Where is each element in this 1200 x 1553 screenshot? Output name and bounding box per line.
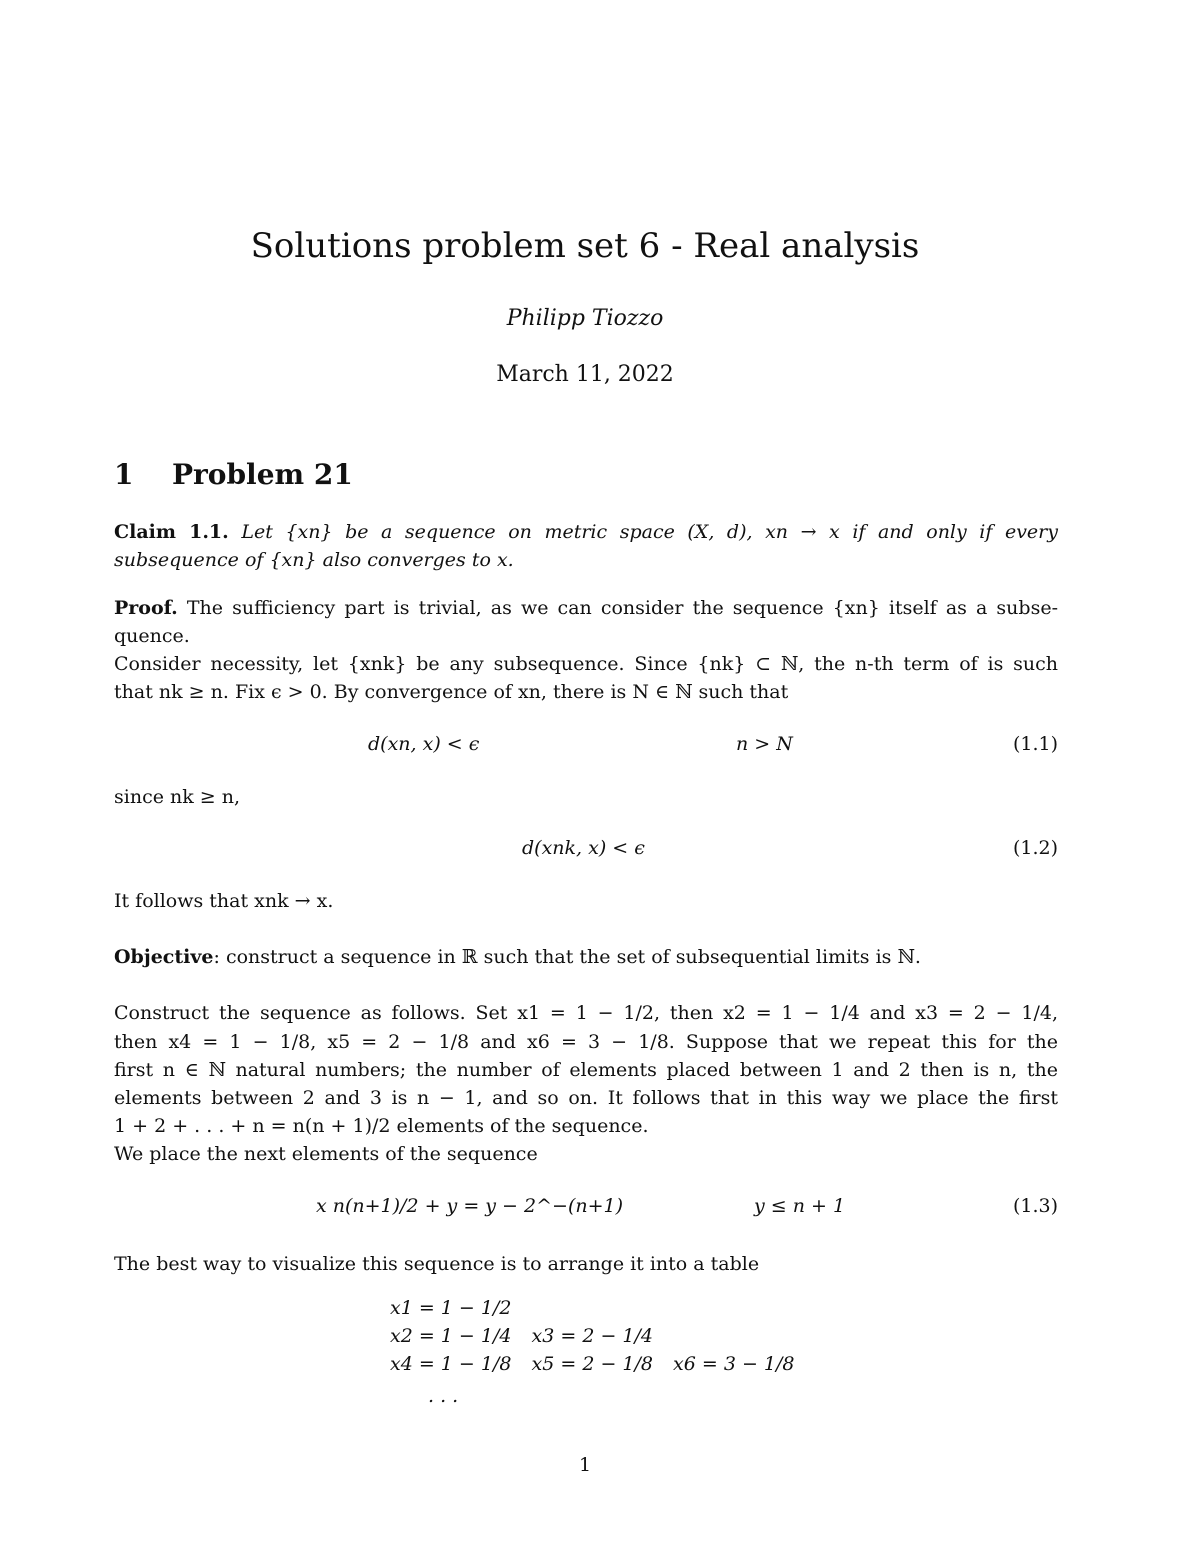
proof-line-4: that nk ≥ n. Fix ϵ > 0. By convergence of xn, there is N ∈ ℕ such that — [114, 681, 789, 703]
sequence-term: x4 = 1 − 1/8 — [390, 1353, 512, 1375]
proof-label: Proof. — [114, 597, 178, 619]
page-number: 1 — [578, 1454, 592, 1476]
construction-line-2: then x4 = 1 − 1/8, x5 = 2 − 1/8 and x6 = 3 − 1/8. Suppose that we repeat this for the — [114, 1031, 1058, 1053]
objective-label: Objective — [114, 946, 214, 968]
equation-1-3-condition: y ≤ n + 1 — [754, 1195, 846, 1217]
sequence-term: x5 = 2 − 1/8 — [531, 1353, 653, 1375]
construction-line-4: elements between 2 and 3 is n − 1, and so on. It follows that in this way we place the first — [114, 1087, 1058, 1109]
author: Philipp Tiozzo — [506, 306, 664, 331]
equation-1-2-lhs: d(xnk, x) < ϵ — [522, 837, 645, 859]
objective-text: : construct a sequence in ℝ such that the set of subsequential limits is ℕ. — [213, 946, 921, 968]
proof-conclusion: It follows that xnk → x. — [114, 890, 334, 912]
sequence-term: x2 = 1 − 1/4 — [390, 1325, 512, 1347]
construction-line-3: first n ∈ ℕ natural numbers; the number of elements placed between 1 and 2 then is n, the — [114, 1059, 1058, 1081]
equation-1-1-number: (1.1) — [1012, 733, 1058, 755]
equation-1-1-lhs: d(xn, x) < ϵ — [368, 733, 480, 755]
proof-since: since nk ≥ n, — [114, 786, 241, 808]
claim-line-1 — [114, 518, 1058, 546]
construction-line-5: 1 + 2 + . . . + n = n(n + 1)/2 elements of the sequence. — [114, 1115, 649, 1137]
date: March 11, 2022 — [496, 362, 674, 387]
claim-label: Claim 1.1. — [114, 521, 229, 543]
sequence-table-ellipsis: . . . — [428, 1385, 459, 1407]
sequence-term: x6 = 3 − 1/8 — [673, 1353, 795, 1375]
sequence-term: x3 = 2 − 1/4 — [531, 1325, 653, 1347]
proof-text-1: The sufficiency part is trivial, as we can consider the sequence {xn} itself as a subse- — [186, 597, 1058, 619]
sequence-table-row-1 — [390, 1297, 525, 1319]
objective-line — [114, 943, 921, 971]
table-intro: The best way to visualize this sequence is to arrange it into a table — [114, 1253, 760, 1275]
sequence-table-row-3 — [390, 1353, 809, 1375]
equation-1-3-number: (1.3) — [1012, 1195, 1058, 1217]
proof-line-1 — [114, 594, 1058, 622]
claim-text-1: Let {xn} be a sequence on metric space (X, d), xn → x if and only if every — [241, 521, 1058, 543]
construction-line-1: Construct the sequence as follows. Set x1 = 1 − 1/2, then x2 = 1 − 1/4 and x3 = 2 − 1/4, — [114, 1002, 1058, 1024]
section-number: 1 — [114, 458, 134, 491]
proof-line-2: quence. — [114, 625, 190, 647]
equation-1-3-lhs: x n(n+1)/2 + y = y − 2^−(n+1) — [316, 1195, 624, 1217]
equation-1-1-condition: n > N — [736, 733, 793, 755]
sequence-table-row-2 — [390, 1325, 667, 1347]
section-heading — [114, 458, 353, 491]
equation-1-2-number: (1.2) — [1012, 837, 1058, 859]
section-title: Problem 21 — [172, 458, 353, 491]
sequence-term: x1 = 1 − 1/2 — [390, 1297, 512, 1319]
claim-line-2: subsequence of {xn} also converges to x. — [114, 549, 514, 571]
construction-line-6: We place the next elements of the sequence — [114, 1143, 538, 1165]
document-title: Solutions problem set 6 - Real analysis — [250, 226, 920, 266]
proof-line-3: Consider necessity, let {xnk} be any subsequence. Since {nk} ⊂ ℕ, the n-th term of is such — [114, 653, 1058, 675]
